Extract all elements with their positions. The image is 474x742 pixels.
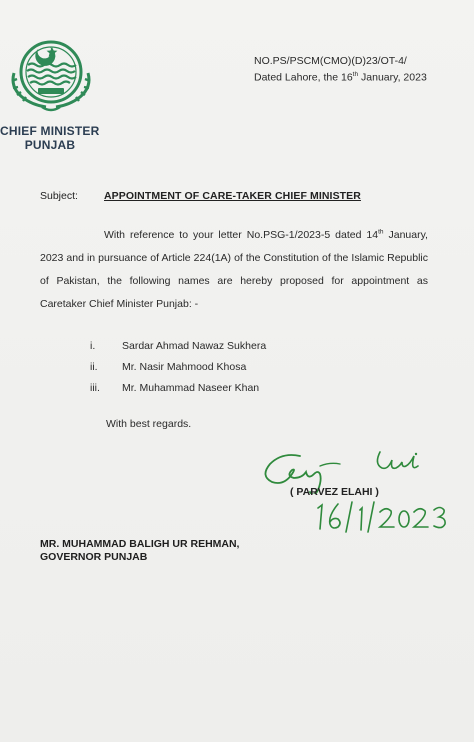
closing-regards: With best regards. [106,418,192,430]
addressee-name: MR. MUHAMMAD BALIGH UR REHMAN, [40,538,240,550]
reference-date [254,68,427,85]
date-suffix: January, 2023 [358,71,427,84]
body-paragraph [40,224,428,316]
list-number: iii. [90,382,100,394]
proposed-names-list [90,336,266,399]
addressee-block [40,538,239,564]
list-item [90,336,266,357]
body-part2: January, 2023 and in pursuance of Article 224(1A) of the Constitution of the Islamic Republic of Pakistan, the following names are hereby proposed for appointment as Caretaker Chief Minister Punjab: - [40,229,428,310]
list-number: ii. [90,361,98,373]
list-number: i. [90,340,96,352]
addressee-title: GOVERNOR PUNJAB [40,551,148,563]
date-prefix: Dated Lahore, the 16 [254,71,353,84]
subject-line [40,190,361,202]
office-name-line2: PUNJAB [24,138,76,152]
signer-name: ( PARVEZ ELAHI ) [290,486,379,498]
date-superscript: th [352,71,359,78]
body-superscript: th [378,228,384,236]
office-name-line1: CHIEF MINISTER [0,124,100,138]
subject-text: APPOINTMENT OF CARE-TAKER CHIEF MINISTER [104,190,361,202]
punjab-govt-emblem-icon [4,35,98,120]
reference-number: NO.PS/PSCM(CMO)(D)23/OT-4/ [254,55,407,67]
list-name: Sardar Ahmad Nawaz Sukhera [122,340,267,352]
subject-label: Subject: [40,190,78,202]
body-part1: With reference to your letter No.PSG-1/2023-5 dated 14 [104,229,379,241]
office-name [0,124,100,152]
handwritten-date [312,498,452,534]
reference-block [254,54,427,85]
list-item [90,378,266,399]
list-item [90,357,266,378]
list-name: Mr. Muhammad Naseer Khan [122,382,260,394]
list-name: Mr. Nasir Mahmood Khosa [122,361,247,373]
